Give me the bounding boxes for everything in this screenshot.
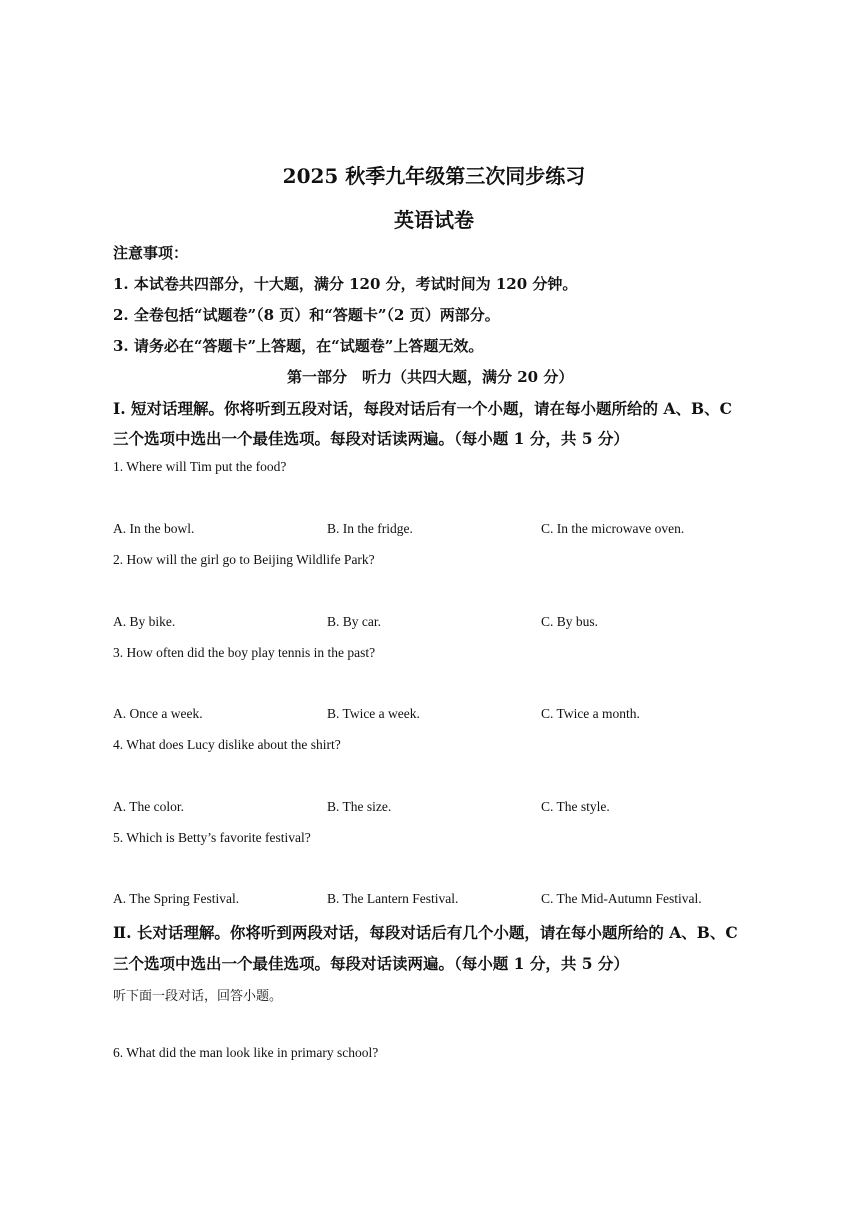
option-a: A. By bike. [113, 614, 176, 629]
option-c: C. In the microwave oven. [541, 521, 685, 536]
listening-instruction: 听下面一段对话，回答小题。 [113, 989, 283, 1004]
option-c: C. The Mid-Autumn Festival. [541, 891, 702, 906]
option-b: B. Twice a week. [327, 706, 420, 721]
question-text: 1. Where will Tim put the food? [113, 459, 287, 474]
notice-heading: 注意事项： [113, 244, 189, 262]
notice-item: 1. 本试卷共四部分，十大题，满分 120 分，考试时间为 120 分钟。 [113, 275, 578, 293]
exam-subtitle: 英语试卷 [394, 208, 474, 232]
option-c: C. Twice a month. [541, 706, 640, 721]
notice-item: 3. 请务必在“答题卡”上答题，在“试题卷”上答题无效。 [113, 337, 484, 355]
section-instruction: 三个选项中选出一个最佳选项。每段对话读两遍。（每小题 1 分，共 5 分） [113, 429, 629, 448]
option-b: B. The Lantern Festival. [327, 891, 459, 906]
notice-item: 2. 全卷包括“试题卷”（8 页）和“答题卡”（2 页）两部分。 [113, 306, 500, 324]
option-c: C. By bus. [541, 614, 599, 629]
question-text: 3. How often did the boy play tennis in the past? [113, 645, 376, 660]
part-title: 第一部分 听力（共四大题，满分 20 分） [287, 368, 574, 386]
option-a: A. In the bowl. [113, 521, 195, 536]
option-a: A. Once a week. [113, 706, 203, 721]
section-instruction: Ⅰ. 短对话理解。你将听到五段对话，每段对话后有一个小题，请在每小题所给的 A、B、C [113, 399, 732, 418]
option-a: A. The Spring Festival. [113, 891, 240, 906]
option-a: A. The color. [113, 799, 184, 814]
exam-title: 2025 秋季九年级第三次同步练习 [282, 164, 586, 188]
question-text: 6. What did the man look like in primary school? [113, 1045, 379, 1060]
section-instruction: Ⅱ. 长对话理解。你将听到两段对话，每段对话后有几个小题，请在每小题所给的 A、B、C [113, 923, 738, 942]
question-text: 2. How will the girl go to Beijing Wildlife Park? [113, 552, 375, 567]
option-b: B. The size. [327, 799, 392, 814]
option-b: B. In the fridge. [327, 521, 413, 536]
question-text: 4. What does Lucy dislike about the shirt? [113, 737, 341, 752]
option-b: B. By car. [327, 614, 381, 629]
option-c: C. The style. [541, 799, 610, 814]
section-instruction: 三个选项中选出一个最佳选项。每段对话读两遍。（每小题 1 分，共 5 分） [113, 954, 629, 973]
question-text: 5. Which is Betty’s favorite festival? [113, 830, 311, 845]
